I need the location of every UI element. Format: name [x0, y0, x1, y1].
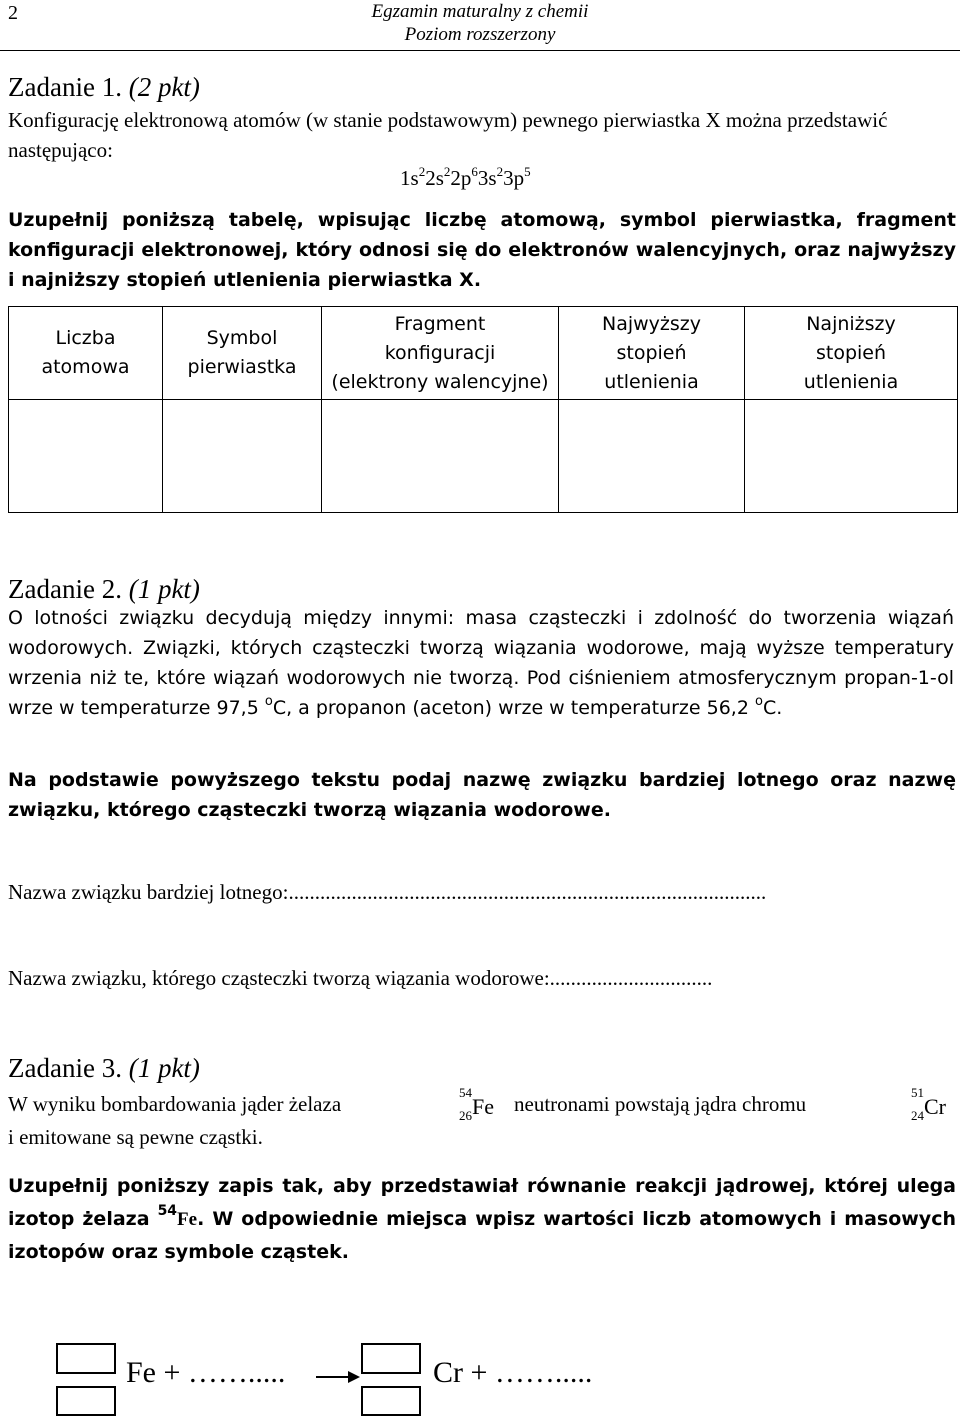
answer-cell-element-symbol[interactable]: [163, 400, 322, 513]
config-electron-count: 2: [496, 164, 504, 179]
answer-cell-valence-config[interactable]: [322, 400, 559, 513]
task1-heading: [8, 72, 200, 103]
task3-text3: i emitowane są pewne cząstki.: [8, 1125, 263, 1149]
reaction-arrow-icon: [316, 1370, 360, 1384]
table-answer-row: [9, 400, 958, 513]
running-title-line2: Poziom rozszerzony: [404, 24, 556, 45]
config-orbital: 2s: [425, 166, 444, 190]
task2-text: O lotności związku decydują między innymi: masa cząsteczki i zdolność do tworzenia wiązań wodorowych. Związki, których cząsteczki tworzą wiązania wodorowe, mają wyższe temperatury wrzenia niż te, które wiązań wodorowych nie tworzą. Pod ciśnieniem atmosferycznym propan-1-ol wrze w temperaturze 97,5 $^o$C, a propanon (aceton) wrze w temperaturze 56,2 $^o$C.: [8, 607, 954, 719]
header-atomic-number: Liczba atomowa: [9, 307, 163, 400]
fe-nuclide: 54 26 Fe: [459, 1085, 494, 1123]
config-electron-count: 6: [471, 164, 478, 179]
header-element-symbol: Symbol pierwiastka: [163, 307, 322, 400]
fe-mass-number-box[interactable]: [56, 1343, 116, 1374]
running-title: [330, 0, 630, 46]
config-orbital: 2p: [450, 166, 472, 190]
task3-instruction: Uzupełnij poniższy zapis tak, aby przedstawiał równanie reakcji jądrowej, której ulega izotop żelaza $^{54}$Fe. W odpowiednie miejsca wpisz wartości liczb atomowych i masowych izotopów oraz symbole cząstek.: [8, 1175, 956, 1263]
electron-configuration: [400, 166, 531, 191]
table-header-row: [9, 307, 958, 400]
answer-cell-max-oxidation[interactable]: [559, 400, 745, 513]
fe-atomic-number-box[interactable]: [56, 1386, 116, 1416]
cr-atomic-number-box[interactable]: [361, 1386, 421, 1416]
answer-cell-atomic-number[interactable]: [9, 400, 163, 513]
answer-field-volatile-compound[interactable]: Nazwa związku bardziej lotnego:...........................................................................................: [8, 880, 767, 904]
answer-table: [8, 306, 958, 513]
task2-points: (1 pkt): [128, 574, 200, 604]
config-orbital: 3p: [503, 166, 525, 190]
header-min-oxidation: Najniższy stopień utlenienia: [745, 307, 958, 400]
task1-intro: Konfigurację elektronową atomów (w stanie podstawowym) pewnego pierwiastka X można przedstawić następująco:: [8, 108, 888, 162]
task1-label: Zadanie 1.: [8, 72, 122, 102]
task3-points: (1 pkt): [128, 1053, 200, 1083]
cr-nuclide: 51 24 Cr: [911, 1085, 946, 1123]
page-number: 2: [8, 2, 18, 24]
task3-label: Zadanie 3.: [8, 1053, 122, 1083]
equation-right-side: Cr + …….....: [433, 1356, 593, 1389]
task2-label: Zadanie 2.: [8, 574, 122, 604]
config-orbital: 3s: [477, 166, 497, 190]
running-title-line1: Egzamin maturalny z chemii: [371, 1, 589, 22]
equation-left-side: Fe + …….....: [126, 1356, 286, 1389]
task3-heading: [8, 1053, 200, 1084]
task3-text2: neutronami powstają jądra chromu: [514, 1092, 807, 1116]
task3-text1: W wyniku bombardowania jąder żelaza: [8, 1092, 342, 1116]
task2-heading: [8, 574, 200, 605]
page-header: [0, 0, 960, 51]
config-electron-count: 2: [418, 164, 426, 179]
task1-instruction: Uzupełnij poniższą tabelę, wpisując liczbę atomową, symbol pierwiastka, fragment konfiguracji elektronowej, który odnosi się do elektronów walencyjnych, oraz najwyższy i najniższy stopień utlenienia pierwiastka X.: [8, 209, 956, 291]
answer-field-hydrogen-bond-compound[interactable]: Nazwa związku, którego cząsteczki tworzą wiązania wodorowe:...............................: [8, 966, 713, 990]
config-electron-count: 2: [443, 164, 451, 179]
answer-cell-min-oxidation[interactable]: [745, 400, 958, 513]
header-max-oxidation: Najwyższy stopień utlenienia: [559, 307, 745, 400]
task2-instruction: Na podstawie powyższego tekstu podaj nazwę związku bardziej lotnego oraz nazwę związku, którego cząsteczki tworzą wiązania wodorowe.: [8, 769, 956, 821]
task1-points: (2 pkt): [128, 72, 200, 102]
cr-mass-number-box[interactable]: [361, 1343, 421, 1374]
header-valence-config: Fragment konfiguracji (elektrony walencyjne): [322, 307, 559, 400]
config-orbital: 1s: [400, 166, 419, 190]
config-electron-count: 5: [524, 164, 531, 179]
